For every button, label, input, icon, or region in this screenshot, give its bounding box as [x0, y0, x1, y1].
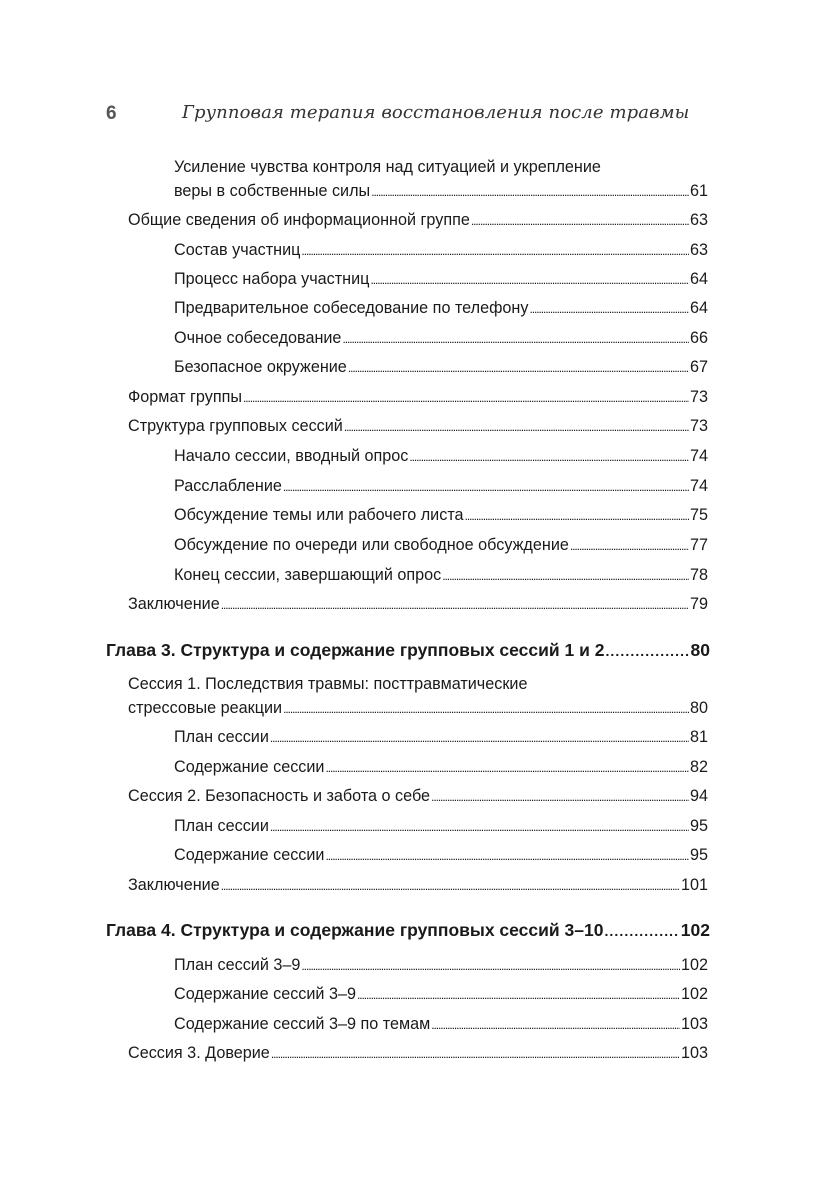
dot-leader: [357, 983, 680, 1007]
toc-entry-title: стрессовые реакции: [128, 699, 283, 717]
toc-entry-title: Сессия 2. Безопасность и забота о себе: [128, 787, 431, 805]
toc-entry-page: 64: [689, 299, 708, 317]
dot-leader: [325, 756, 689, 780]
toc-entry[interactable]: [128, 784, 708, 809]
toc-entry-page: 95: [689, 817, 708, 835]
toc-entry-page: 63: [689, 241, 708, 259]
toc-entry[interactable]: [128, 592, 708, 617]
dot-leader: [570, 534, 689, 558]
toc-entry-title: План сессии: [174, 728, 269, 746]
toc-entry-title: Формат группы: [128, 388, 242, 406]
toc-entry[interactable]: [174, 755, 708, 780]
toc-entry-title: Начало сессии, вводный опрос: [174, 447, 409, 465]
running-title: Групповая терапия восстановления после травмы: [182, 102, 690, 123]
dot-leader: [342, 327, 689, 351]
toc-entry-page: 67: [689, 358, 708, 376]
toc-entry-title: веры в собственные силы: [174, 182, 371, 200]
toc-entry-page: 80: [689, 699, 708, 717]
toc-entry[interactable]: [174, 563, 708, 588]
toc-entry-page: 79: [689, 595, 708, 613]
dot-leader: [465, 504, 689, 528]
dot-leader: [344, 415, 689, 439]
page-number: 6: [106, 103, 117, 124]
toc-entry-title: Содержание сессий 3–9 по темам: [174, 1015, 431, 1033]
toc-entry[interactable]: [174, 814, 708, 839]
dot-leader: [325, 844, 689, 868]
toc-entry-title: План сессий 3–9: [174, 956, 301, 974]
dot-leader: [431, 785, 689, 809]
toc-entry[interactable]: [128, 385, 708, 410]
toc-entry-page: 77: [689, 536, 708, 554]
dot-leader: [370, 268, 689, 292]
toc-entry[interactable]: [174, 1012, 708, 1037]
toc-entry-title: Заключение: [128, 876, 220, 894]
toc-entry[interactable]: [174, 843, 708, 868]
toc-entry[interactable]: [128, 1041, 708, 1066]
toc-entry-title: Общие сведения об информационной группе: [128, 211, 470, 229]
toc-entry-page: 61: [689, 182, 708, 200]
toc-entry-page: 75: [689, 506, 708, 524]
toc-entry[interactable]: [174, 503, 708, 528]
toc-entry-page: 95: [689, 846, 708, 864]
dot-leader: [471, 209, 689, 233]
toc-entry-title: Обсуждение по очереди или свободное обсуждение: [174, 536, 569, 554]
toc-chapter-title: Глава 4. Структура и содержание групповых сессий 3–10: [106, 920, 604, 940]
toc-entry-page: 73: [689, 417, 708, 435]
dot-leader: [442, 564, 689, 588]
dot-leader: [431, 1013, 680, 1037]
toc-entry-title: Содержание сессии: [174, 758, 325, 776]
toc-entry-page: 66: [689, 329, 708, 347]
dot-leader: [271, 1042, 680, 1066]
toc-entry[interactable]: [128, 873, 708, 898]
toc-chapter-page: 102: [680, 920, 710, 940]
toc-entry[interactable]: [174, 326, 708, 351]
toc-entry[interactable]: [174, 355, 708, 380]
toc-entry[interactable]: [174, 238, 708, 263]
toc-entry-title: Расслабление: [174, 477, 282, 495]
toc-entry[interactable]: [174, 725, 708, 750]
toc-entry-title: Обсуждение темы или рабочего листа: [174, 506, 464, 524]
toc-entry-page: 64: [689, 270, 708, 288]
toc-chapter[interactable]: [106, 638, 710, 663]
toc-entry-title: Безопасное окружение: [174, 358, 347, 376]
toc-entry[interactable]: [174, 982, 708, 1007]
dot-leader: [409, 445, 689, 469]
toc-entry-page: 78: [689, 566, 708, 584]
toc-entry-title: План сессии: [174, 817, 269, 835]
toc-entry-page: 102: [680, 985, 708, 1003]
dot-leader: [604, 919, 679, 943]
dot-leader: [243, 386, 689, 410]
dot-leader: [283, 475, 689, 499]
toc-entry[interactable]: [174, 474, 708, 499]
toc-entry[interactable]: [128, 414, 708, 439]
dot-leader: [348, 356, 689, 380]
dot-leader: [221, 874, 680, 898]
toc-entry-title: Процесс набора участниц: [174, 270, 370, 288]
dot-leader: [270, 815, 689, 839]
toc-entry-page: 102: [680, 956, 708, 974]
toc-entry-page: 101: [680, 876, 708, 894]
toc-entry-page: 82: [689, 758, 708, 776]
toc-entry[interactable]: [128, 672, 708, 721]
toc-entry-title-line1: Сессия 1. Последствия травмы: посттравматические: [128, 675, 528, 693]
toc-entry-title: Содержание сессии: [174, 846, 325, 864]
dot-leader: [283, 697, 689, 721]
toc-entry-page: 63: [689, 211, 708, 229]
dot-leader: [605, 639, 689, 663]
dot-leader: [221, 593, 689, 617]
toc-entry[interactable]: [174, 444, 708, 469]
toc-entry-title: Состав участниц: [174, 241, 301, 259]
toc-chapter-title: Глава 3. Структура и содержание групповых сессий 1 и 2: [106, 640, 605, 660]
toc-entry-page: 103: [680, 1015, 708, 1033]
toc-entry-title: Сессия 3. Доверие: [128, 1044, 270, 1062]
toc-entry[interactable]: [174, 267, 708, 292]
toc-entry-title: Очное собеседование: [174, 329, 342, 347]
toc-entry-page: 94: [689, 787, 708, 805]
toc-chapter[interactable]: [106, 918, 710, 943]
toc-chapter-page: 80: [690, 640, 710, 660]
toc-entry-title-line1: Усиление чувства контроля над ситуацией и укрепление: [174, 158, 601, 176]
dot-leader: [371, 180, 689, 204]
toc-entry-page: 74: [689, 447, 708, 465]
toc-entry[interactable]: [128, 208, 708, 233]
toc-entry-page: 74: [689, 477, 708, 495]
toc-entry-title: Структура групповых сессий: [128, 417, 343, 435]
dot-leader: [270, 726, 689, 750]
toc-entry-page: 81: [689, 728, 708, 746]
toc-entry-title: Предварительное собеседование по телефону: [174, 299, 529, 317]
toc-entry[interactable]: [174, 533, 708, 558]
toc-entry-page: 103: [680, 1044, 708, 1062]
toc-entry[interactable]: [174, 953, 708, 978]
toc-entry-title: Заключение: [128, 595, 220, 613]
toc-entry-page: 73: [689, 388, 708, 406]
toc-entry[interactable]: [174, 296, 708, 321]
dot-leader: [301, 954, 680, 978]
dot-leader: [529, 297, 689, 321]
dot-leader: [301, 239, 689, 263]
toc-entry-title: Конец сессии, завершающий опрос: [174, 566, 442, 584]
toc-entry[interactable]: [174, 155, 708, 204]
toc-entry-title: Содержание сессий 3–9: [174, 985, 356, 1003]
